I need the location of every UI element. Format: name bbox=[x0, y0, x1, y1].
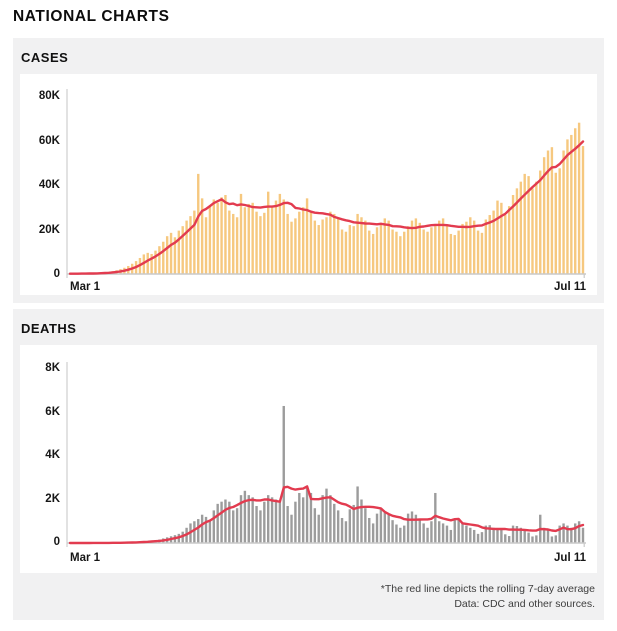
footnote bbox=[20, 582, 597, 612]
cases-chart bbox=[20, 74, 597, 295]
cases-ytick-20k: 20K bbox=[38, 223, 60, 236]
deaths-ytick-4k: 4K bbox=[45, 449, 60, 461]
cases-ytick-60k: 60K bbox=[38, 134, 60, 147]
deaths-card bbox=[13, 309, 604, 620]
footnote-line-1: *The red line depicts the rolling 7-day average bbox=[380, 583, 595, 595]
deaths-bar-chart bbox=[20, 345, 595, 573]
cases-section-label: CASES bbox=[21, 50, 69, 65]
deaths-ytick-0: 0 bbox=[53, 536, 60, 548]
deaths-ytick-6k: 6K bbox=[45, 405, 60, 418]
cases-ytick-0: 0 bbox=[53, 268, 60, 280]
deaths-chart bbox=[20, 345, 597, 573]
cases-xtick-start: Mar 1 bbox=[70, 281, 101, 293]
page-title: NATIONAL CHARTS bbox=[13, 8, 170, 25]
cases-bar-chart bbox=[20, 74, 595, 295]
cases-ytick-80k: 80K bbox=[38, 90, 60, 102]
cases-xtick-end: Jul 11 bbox=[554, 281, 586, 293]
deaths-section-label: DEATHS bbox=[21, 321, 77, 336]
deaths-ytick-8k: 8K bbox=[45, 362, 60, 374]
footnote-line-2: Data: CDC and other sources. bbox=[454, 598, 595, 610]
deaths-xtick-start: Mar 1 bbox=[70, 552, 101, 564]
cases-card bbox=[13, 38, 604, 303]
deaths-ytick-2k: 2K bbox=[45, 492, 60, 505]
deaths-xtick-end: Jul 11 bbox=[554, 552, 586, 564]
cases-ytick-40k: 40K bbox=[38, 179, 60, 191]
